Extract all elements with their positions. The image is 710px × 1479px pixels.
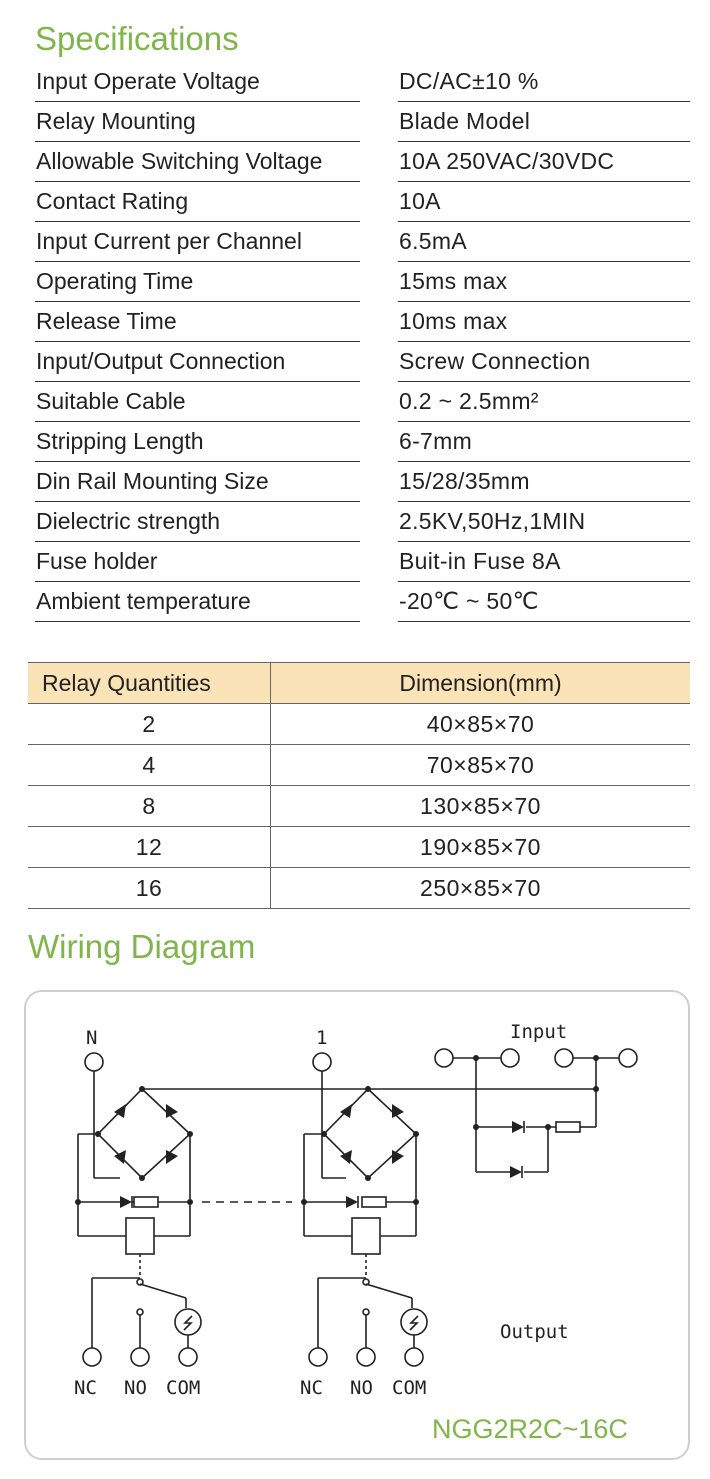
terminal-nc-2: NC xyxy=(300,1377,323,1399)
spec-label: Stripping Length xyxy=(36,428,204,454)
terminal-com-2: COM xyxy=(392,1377,427,1399)
header-dimension: Dimension(mm) xyxy=(271,663,691,704)
relay-quantity-cell: 8 xyxy=(28,786,271,827)
spec-value: 2.5KV,50Hz,1MIN xyxy=(399,508,586,534)
dimension-cell: 130×85×70 xyxy=(271,786,691,827)
spec-label: Relay Mounting xyxy=(36,108,196,134)
spec-row xyxy=(0,222,710,262)
wiring-diagram-title: Wiring Diagram xyxy=(28,928,256,965)
spec-row xyxy=(0,422,710,462)
dimension-cell: 190×85×70 xyxy=(271,827,691,868)
spec-value: 10ms max xyxy=(399,308,508,334)
wiring-diagram xyxy=(24,990,690,1460)
spec-value: 6-7mm xyxy=(399,428,473,454)
node-label-n: N xyxy=(86,1027,98,1049)
spec-label: Suitable Cable xyxy=(36,388,186,414)
spec-row xyxy=(0,462,710,502)
specifications-title: Specifications xyxy=(35,20,239,57)
spec-row xyxy=(0,182,710,222)
spec-value: Blade Model xyxy=(399,108,531,134)
terminal-com-1: COM xyxy=(166,1377,201,1399)
spec-value: 15/28/35mm xyxy=(399,468,530,494)
spec-value: 15ms max xyxy=(399,268,508,294)
model-number: NGG2R2C~16C xyxy=(432,1414,628,1444)
table-row xyxy=(28,745,690,786)
relay-quantity-cell: 12 xyxy=(28,827,271,868)
spec-label: Release Time xyxy=(36,308,177,334)
terminal-no-1: NO xyxy=(124,1377,147,1399)
spec-row xyxy=(0,102,710,142)
spec-value: 10A 250VAC/30VDC xyxy=(399,148,615,174)
table-row xyxy=(28,704,690,745)
wiring-diagram-svg xyxy=(26,992,688,1458)
spec-value: 0.2 ~ 2.5mm² xyxy=(399,388,539,414)
table-row xyxy=(28,868,690,909)
table-row xyxy=(28,827,690,868)
relay-quantity-cell: 4 xyxy=(28,745,271,786)
table-row xyxy=(28,786,690,827)
spec-row xyxy=(0,142,710,182)
output-label: Output xyxy=(500,1321,569,1343)
dimension-cell: 250×85×70 xyxy=(271,868,691,909)
spec-label: Input/Output Connection xyxy=(36,348,286,374)
spec-row xyxy=(0,542,710,582)
spec-value: Screw Connection xyxy=(399,348,591,374)
terminal-no-2: NO xyxy=(350,1377,373,1399)
spec-value: Buit-in Fuse 8A xyxy=(399,548,561,574)
spec-row xyxy=(0,62,710,102)
spec-value: 6.5mA xyxy=(399,228,467,254)
spec-label: Contact Rating xyxy=(36,188,189,214)
spec-label: Input Operate Voltage xyxy=(36,68,260,94)
header-relay-quantities: Relay Quantities xyxy=(28,663,271,704)
spec-row xyxy=(0,262,710,302)
dimension-cell: 70×85×70 xyxy=(271,745,691,786)
spec-label: Ambient temperature xyxy=(36,588,251,614)
spec-label: Dielectric strength xyxy=(36,508,221,534)
spec-label: Input Current per Channel xyxy=(36,228,302,254)
spec-label: Fuse holder xyxy=(36,548,158,574)
row-divider xyxy=(35,621,360,622)
spec-row xyxy=(0,302,710,342)
row-divider xyxy=(398,621,690,622)
terminal-nc-1: NC xyxy=(74,1377,97,1399)
relay-quantity-cell: 2 xyxy=(28,704,271,745)
dimension-cell: 40×85×70 xyxy=(271,704,691,745)
dimension-table xyxy=(28,662,690,909)
relay-quantity-cell: 16 xyxy=(28,868,271,909)
spec-row xyxy=(0,582,710,622)
input-label: Input xyxy=(510,1021,568,1043)
spec-label: Operating Time xyxy=(36,268,194,294)
spec-row xyxy=(0,502,710,542)
node-label-1: 1 xyxy=(316,1027,328,1049)
spec-row xyxy=(0,342,710,382)
spec-value: DC/AC±10 % xyxy=(399,68,539,94)
spec-label: Din Rail Mounting Size xyxy=(36,468,269,494)
spec-label: Allowable Switching Voltage xyxy=(36,148,323,174)
spec-row xyxy=(0,382,710,422)
spec-value: -20℃ ~ 50℃ xyxy=(399,588,539,614)
dimension-table-header xyxy=(28,663,690,704)
spec-value: 10A xyxy=(399,188,441,214)
